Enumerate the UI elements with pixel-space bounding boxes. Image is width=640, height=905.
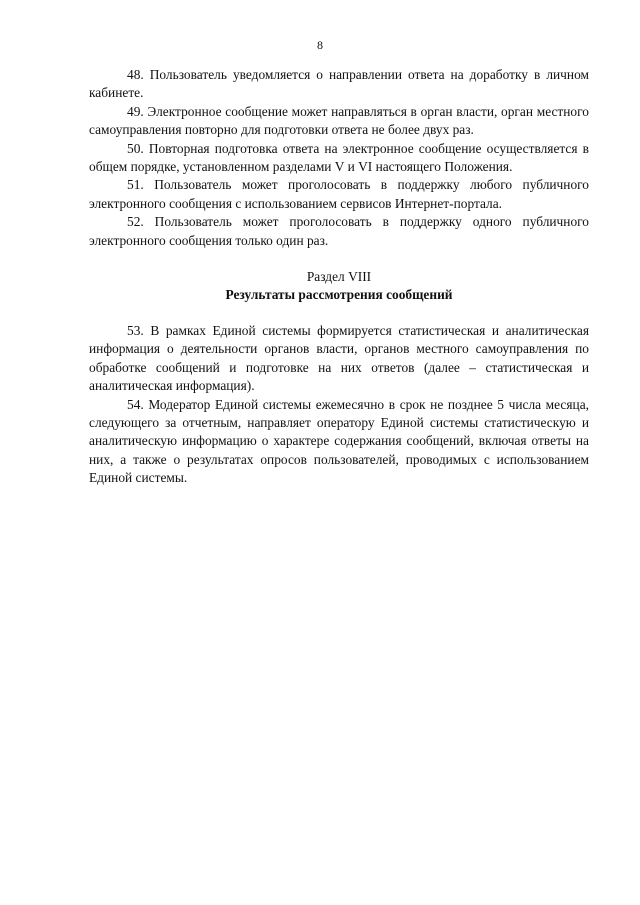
paragraph-48: 48. Пользователь уведомляется о направлении ответа на доработку в личном кабинете.: [89, 67, 589, 101]
paragraph-49: 49. Электронное сообщение может направляться в орган власти, орган местного самоуправления повторно для подготовки ответа не более двух раз.: [89, 103, 589, 138]
paragraph-52: 52. Пользователь может проголосовать в поддержку одного публичного электронного сообщения только один раз.: [89, 214, 589, 248]
section-heading: [89, 268, 589, 305]
section-label: Раздел VIII: [306, 269, 372, 285]
section-title: Результаты рассмотрения сообщений: [225, 287, 453, 303]
paragraph-53: 53. В рамках Единой системы формируется статистическая и аналитическая информация о деятельности органов власти, органов местного самоуправления по обработке сообщений и подготовке на них ответов (далее – статистическая и аналитическая информация).: [89, 322, 589, 394]
page-number: 8: [317, 38, 323, 52]
paragraph-50: 50. Повторная подготовка ответа на электронное сообщение осуществляется в общем порядке, установленном разделами V и VI настоящего Положения.: [89, 140, 589, 175]
paragraph-51: 51. Пользователь может проголосовать в поддержку любого публичного электронного сообщения с использованием сервисов Интернет-портала.: [89, 177, 589, 211]
paragraph-54: 54. Модератор Единой системы ежемесячно в срок не позднее 5 числа месяца, следующего за отчетным, направляет оператору Единой системы статистическую и аналитическую информацию о характере содержания сообщений, включая ответы на них, а также о результатах опросов пользователей, проводимых с использованием Единой системы.: [89, 396, 589, 486]
document-body: [89, 66, 589, 488]
